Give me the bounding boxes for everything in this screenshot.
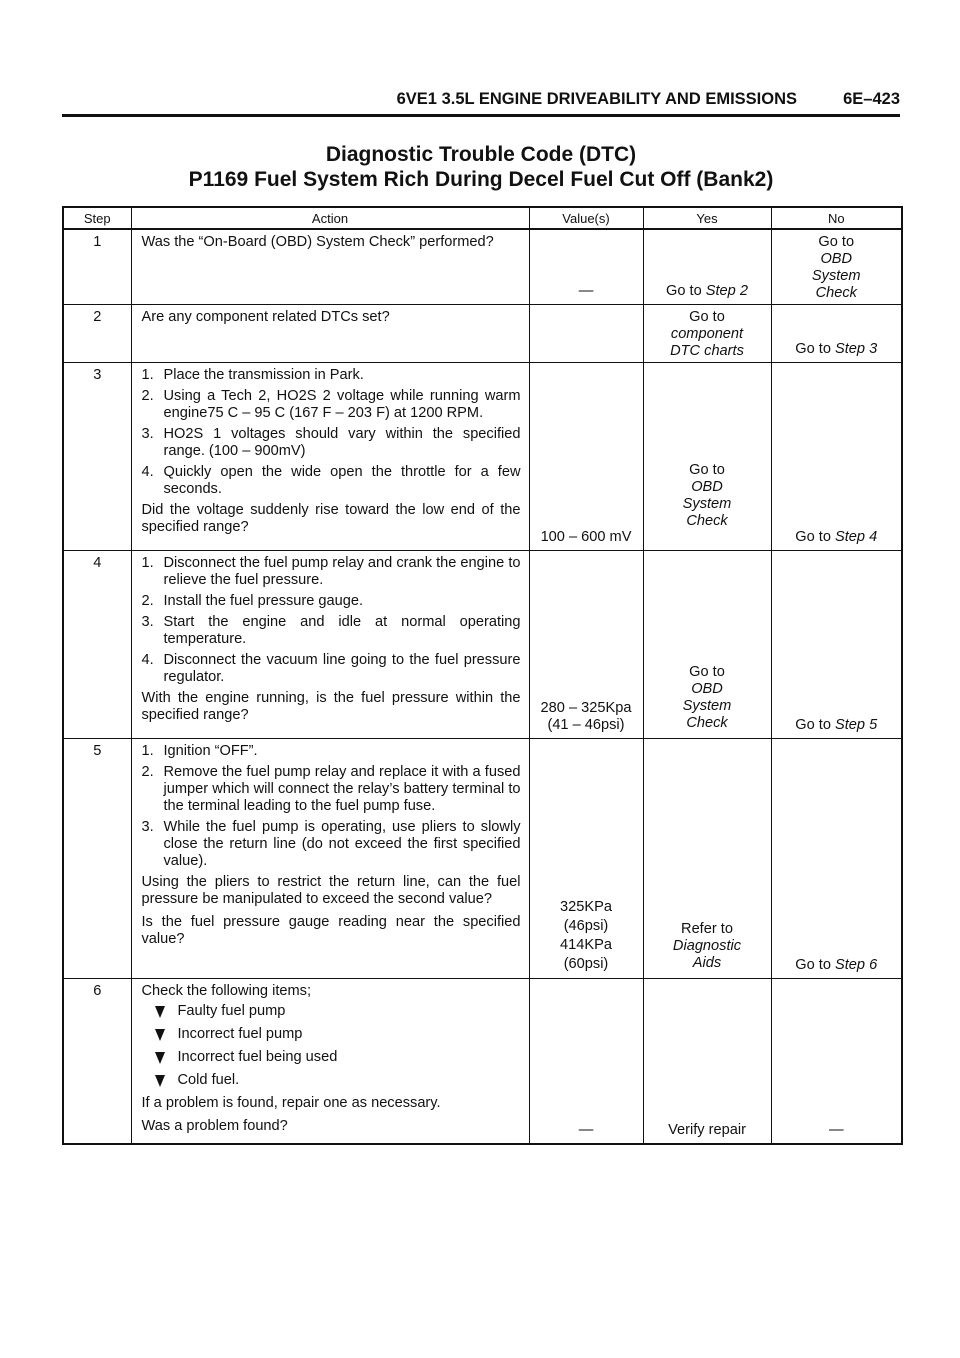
no-text: Go to <box>795 341 836 357</box>
yes-link[interactable]: OBD System Check <box>682 479 732 529</box>
action-intro: Check the following items; <box>141 983 312 999</box>
no-cell <box>771 229 902 305</box>
value-cell <box>529 305 643 363</box>
no-text: Go to <box>795 717 836 733</box>
action-step: 4. Disconnect the vacuum line going to the fuel pressure regulator. <box>141 652 521 685</box>
no-text: Go to <box>795 957 836 973</box>
action-question-2: Is the fuel pressure gauge reading near the specified value? <box>141 914 521 947</box>
action-step: 2. Remove the fuel pump relay and replace it with a fused jumper which will connect the relay’s battery terminal to the terminal leading to the fuel pump fuse. <box>141 764 521 814</box>
action-question: Using the pliers to restrict the return line, can the fuel pressure be manipulated to exceed the second value? <box>141 874 521 907</box>
value-line: (46psi) <box>563 918 609 934</box>
list-item: Cold fuel. <box>142 1072 521 1089</box>
action-note: If a problem is found, repair one as necessary. <box>141 1095 441 1111</box>
list-item: Faulty fuel pump <box>142 1003 521 1020</box>
action-step: 1. Disconnect the fuel pump relay and crank the engine to relieve the fuel pressure. <box>141 555 521 588</box>
header-step: Step <box>63 207 131 229</box>
action-step: 3. While the fuel pump is operating, use pliers to slowly close the return line (do not exceed the first specified value). <box>141 819 521 869</box>
step-number: 2 <box>63 305 131 363</box>
page-header <box>62 86 900 117</box>
title-line-1: Diagnostic Trouble Code (DTC) <box>325 143 637 166</box>
action-step: 3. HO2S 1 voltages should vary within the specified range. (100 – 900mV) <box>141 426 521 459</box>
no-cell <box>771 363 902 551</box>
value-cell: 100 – 600 mV <box>529 363 643 551</box>
table-row <box>63 739 902 979</box>
no-link[interactable]: OBD System Check <box>811 251 861 301</box>
yes-cell: Verify repair <box>643 979 771 1144</box>
yes-link[interactable]: Step 2 <box>705 283 748 299</box>
no-link[interactable]: Step 3 <box>835 341 878 357</box>
no-link[interactable]: Step 4 <box>835 529 878 545</box>
action-step: 3. Start the engine and idle at normal operating temperature. <box>141 614 521 647</box>
triangle-bullet-icon <box>155 1075 165 1087</box>
action-cell <box>131 363 529 551</box>
table-row <box>63 229 902 305</box>
action-cell <box>131 229 529 305</box>
action-cell <box>131 979 529 1144</box>
yes-cell <box>643 229 771 305</box>
action-step: 2. Install the fuel pressure gauge. <box>141 593 364 609</box>
step-number: 3 <box>63 363 131 551</box>
yes-cell <box>643 551 771 739</box>
action-steps <box>142 743 521 870</box>
value-cell: — <box>529 979 643 1144</box>
section-title: 6VE1 3.5L ENGINE DRIVEABILITY AND EMISSIONS <box>396 90 797 108</box>
no-cell <box>771 739 902 979</box>
yes-text: Go to <box>689 462 725 478</box>
triangle-bullet-icon <box>155 1052 165 1064</box>
yes-link[interactable]: OBD System Check <box>682 681 732 731</box>
yes-cell <box>643 305 771 363</box>
action-cell <box>131 739 529 979</box>
value-cell <box>529 739 643 979</box>
no-cell <box>771 551 902 739</box>
action-step: 1. Place the transmission in Park. <box>141 367 364 383</box>
action-step: 4. Quickly open the wide open the throttle for a few seconds. <box>141 464 521 497</box>
value-line: (41 – 46psi) <box>547 717 625 733</box>
page-title <box>62 142 900 192</box>
yes-cell <box>643 739 771 979</box>
yes-text: Go to <box>666 283 706 299</box>
step-number: 4 <box>63 551 131 739</box>
table-row <box>63 551 902 739</box>
header-yes: Yes <box>643 207 771 229</box>
action-steps <box>142 367 521 498</box>
yes-link[interactable]: Diagnostic Aids <box>672 938 742 971</box>
action-question: Was a problem found? <box>141 1118 288 1134</box>
header-no: No <box>771 207 902 229</box>
title-line-2: P1169 Fuel System Rich During Decel Fuel Cut Off (Bank2) <box>188 168 774 191</box>
no-text: Go to <box>818 234 855 250</box>
action-steps <box>142 555 521 686</box>
action-cell <box>131 305 529 363</box>
no-link[interactable]: Step 6 <box>835 957 878 973</box>
no-cell: — <box>771 979 902 1144</box>
table-row <box>63 979 902 1144</box>
diagnostic-table <box>62 206 903 1145</box>
step-number: 5 <box>63 739 131 979</box>
header-action: Action <box>131 207 529 229</box>
triangle-bullet-icon <box>155 1006 165 1018</box>
table-row <box>63 305 902 363</box>
list-item: Incorrect fuel being used <box>142 1049 521 1066</box>
action-question: Are any component related DTCs set? <box>141 309 390 325</box>
no-text: Go to <box>795 529 836 545</box>
yes-text: Refer to <box>681 921 733 937</box>
action-question: Did the voltage suddenly rise toward the low end of the specified range? <box>141 502 521 535</box>
step-number: 1 <box>63 229 131 305</box>
list-item: Incorrect fuel pump <box>142 1026 521 1043</box>
triangle-bullet-icon <box>155 1029 165 1041</box>
action-question: With the engine running, is the fuel pressure within the specified range? <box>141 690 521 723</box>
value-line: 414KPa <box>560 937 612 953</box>
no-cell <box>771 305 902 363</box>
yes-cell <box>643 363 771 551</box>
action-cell <box>131 551 529 739</box>
action-step: 1. Ignition “OFF”. <box>141 743 258 759</box>
value-line: 280 – 325Kpa <box>540 700 632 716</box>
header-values: Value(s) <box>529 207 643 229</box>
value-line: 325KPa <box>560 899 612 915</box>
check-list <box>142 1003 521 1089</box>
action-step: 2. Using a Tech 2, HO2S 2 voltage while running warm engine75 C – 95 C (167 F – 203 F) at 1200 RPM. <box>141 388 521 421</box>
table-row <box>63 363 902 551</box>
value-cell: — <box>529 229 643 305</box>
value-cell <box>529 551 643 739</box>
yes-text: Go to <box>689 664 725 680</box>
table-header-row <box>63 207 902 229</box>
step-number: 6 <box>63 979 131 1144</box>
value-line: (60psi) <box>563 956 609 972</box>
yes-text: Go to <box>689 309 725 325</box>
no-link[interactable]: Step 5 <box>835 717 878 733</box>
action-question: Was the “On-Board (OBD) System Check” performed? <box>141 234 494 250</box>
page-number: 6E–423 <box>843 90 900 108</box>
yes-link[interactable]: component DTC charts <box>670 326 744 359</box>
